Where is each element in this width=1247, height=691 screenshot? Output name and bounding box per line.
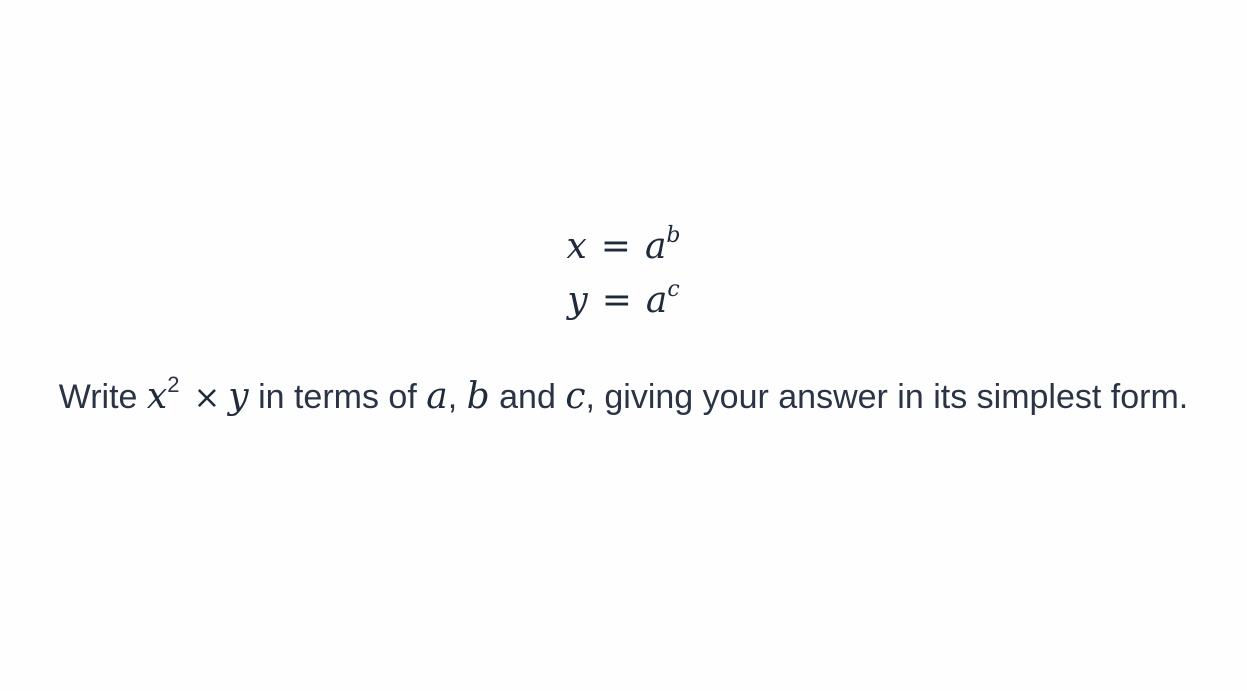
question-text <box>40 372 1207 422</box>
equation-x-lhs: x <box>566 226 587 267</box>
equation-y-lhs: y <box>567 280 588 321</box>
question-text-and: and <box>499 378 556 416</box>
equation-x-base: a <box>644 226 667 267</box>
given-equations <box>0 220 1247 328</box>
question-text-in-terms-of: in terms of <box>258 378 417 416</box>
question-var-x: x <box>146 376 168 417</box>
question-word-write: Write <box>58 378 138 416</box>
question-var-b: b <box>466 376 490 417</box>
equation-y-base: a <box>645 280 668 321</box>
question-var-a: a <box>426 376 448 417</box>
equation-y-equals: = <box>601 280 632 321</box>
question-var-y: y <box>228 376 249 417</box>
question-power-2: 2 <box>167 372 180 397</box>
question-text-rest: , giving your answer in its simplest form. <box>585 378 1189 416</box>
equation-y-exponent: c <box>667 277 680 302</box>
equation-x-exponent: b <box>666 223 681 248</box>
equation-x <box>0 220 1247 274</box>
equation-y <box>0 274 1247 328</box>
question-var-c: c <box>565 376 586 417</box>
question-comma: , <box>447 378 458 416</box>
equation-x-equals: = <box>600 226 631 267</box>
question-times-sign: × <box>193 378 221 416</box>
